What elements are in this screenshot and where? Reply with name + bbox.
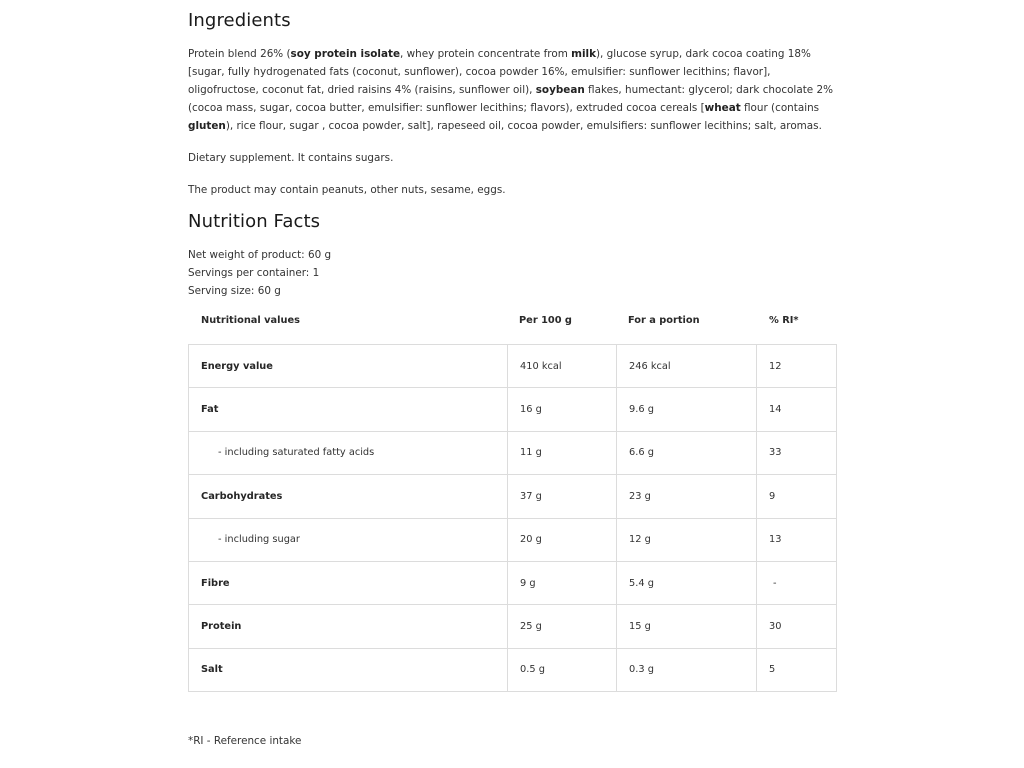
table-row — [189, 431, 837, 474]
ingredients-segment: , whey protein concentrate from — [400, 48, 572, 60]
ingredients-text — [188, 45, 836, 135]
dietary-note: Dietary supplement. It contains sugars. — [188, 152, 394, 164]
nutrition-table — [188, 344, 837, 692]
row-label: Protein — [189, 605, 508, 648]
header-ri: % RI* — [769, 315, 799, 326]
row-ri: - — [757, 561, 837, 604]
ri-footnote: *RI - Reference intake — [188, 735, 302, 747]
ingredients-segment: ), glucose syrup, dark cocoa coating 18% [sugar, fully hydrogenated fats (coconut, sunflower), cocoa powder 16%, emulsifier: sunflower lecithins; flavor], oligofructose, coconut fat, dried raisins 4% (raisins, sunflower oil), — [188, 48, 811, 96]
ingredients-allergen: soy protein isolate — [290, 48, 401, 60]
row-ri: 13 — [757, 518, 837, 561]
ingredients-allergen: soybean — [535, 84, 585, 96]
serving-size: Serving size: 60 g — [188, 285, 281, 297]
ingredients-segment: Protein blend 26% ( — [188, 48, 291, 60]
ingredients-allergen: gluten — [188, 120, 226, 132]
ingredients-heading: Ingredients — [188, 10, 291, 31]
row-portion: 23 g — [617, 475, 757, 518]
row-ri: 33 — [757, 431, 837, 474]
row-ri: 9 — [757, 475, 837, 518]
ingredients-segment: flakes, humectant: glycerol; dark chocolate 2% (cocoa mass, sugar, cocoa butter, emulsifier: sunflower lecithins; flavors), extruded cocoa cereals [ — [188, 84, 833, 114]
header-nutritional-values: Nutritional values — [201, 315, 300, 326]
row-portion: 246 kcal — [617, 345, 757, 388]
product-meta — [188, 246, 331, 300]
row-per-100g: 0.5 g — [508, 648, 617, 691]
table-row — [189, 345, 837, 388]
row-label: - including saturated fatty acids — [189, 431, 508, 474]
row-label: - including sugar — [189, 518, 508, 561]
table-row — [189, 475, 837, 518]
row-label: Fibre — [189, 561, 508, 604]
row-ri: 12 — [757, 345, 837, 388]
ingredients-segment: flour (contains — [740, 102, 820, 114]
allergen-note: The product may contain peanuts, other nuts, sesame, eggs. — [188, 184, 506, 196]
net-weight: Net weight of product: 60 g — [188, 249, 332, 261]
row-portion: 5.4 g — [617, 561, 757, 604]
row-label: Carbohydrates — [189, 475, 508, 518]
ingredients-allergen: milk — [571, 48, 596, 60]
ingredients-allergen: wheat — [704, 102, 741, 114]
row-portion: 0.3 g — [617, 648, 757, 691]
table-row — [189, 561, 837, 604]
row-per-100g: 25 g — [508, 605, 617, 648]
row-label: Salt — [189, 648, 508, 691]
row-ri: 14 — [757, 388, 837, 431]
header-for-a-portion: For a portion — [628, 315, 700, 326]
table-row — [189, 648, 837, 691]
row-portion: 9.6 g — [617, 388, 757, 431]
nutrition-table-header — [188, 312, 836, 332]
ingredients-segment: ), rice flour, sugar , cocoa powder, salt], rapeseed oil, cocoa powder, emulsifiers: sunflower lecithins; salt, aromas. — [225, 120, 822, 132]
row-label: Fat — [189, 388, 508, 431]
row-per-100g: 16 g — [508, 388, 617, 431]
row-per-100g: 410 kcal — [508, 345, 617, 388]
row-per-100g: 37 g — [508, 475, 617, 518]
servings-per-container: Servings per container: 1 — [188, 267, 320, 279]
row-portion: 15 g — [617, 605, 757, 648]
row-per-100g: 20 g — [508, 518, 617, 561]
row-per-100g: 11 g — [508, 431, 617, 474]
table-row — [189, 388, 837, 431]
header-per-100g: Per 100 g — [519, 315, 572, 326]
row-portion: 6.6 g — [617, 431, 757, 474]
row-ri: 30 — [757, 605, 837, 648]
row-label: Energy value — [189, 345, 508, 388]
table-row — [189, 518, 837, 561]
row-per-100g: 9 g — [508, 561, 617, 604]
table-row — [189, 605, 837, 648]
row-ri: 5 — [757, 648, 837, 691]
row-portion: 12 g — [617, 518, 757, 561]
nutrition-heading: Nutrition Facts — [188, 211, 321, 232]
